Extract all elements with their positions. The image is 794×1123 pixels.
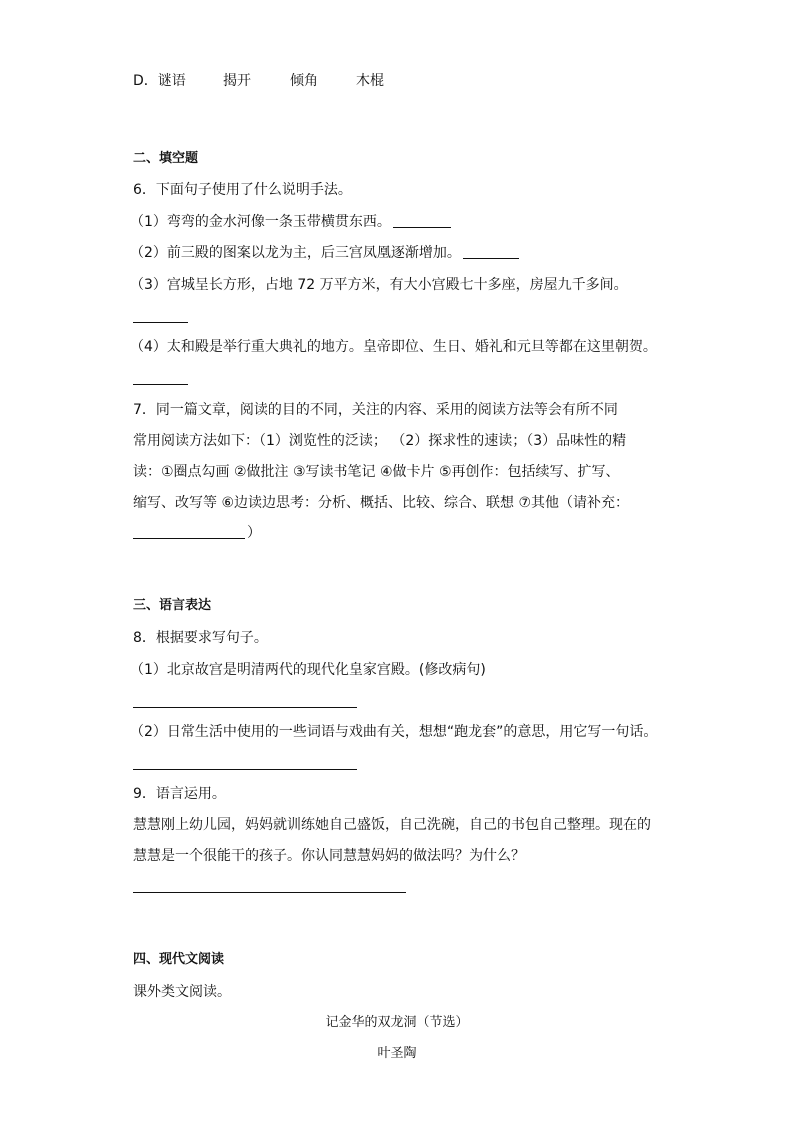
q9-answer-blank[interactable] [133,892,406,893]
q6-answer-3-blank[interactable] [133,322,188,323]
q8-item-2: （2）日常生活中使用的一些词语与戏曲有关，想想“跑龙套”的意思，用它写一句话。 [130,724,658,740]
q9-stem: 9．语言运用。 [133,786,226,802]
section4-intro: 课外类文阅读。 [133,984,231,1000]
q7-line-2: 常用阅读方法如下：（1）浏览性的泛读； （2）探求性的速读；（3）品味性的精 [133,433,627,449]
q6-answer-1-blank[interactable] [393,213,451,228]
q6-stem: 6．下面句子使用了什么说明手法。 [133,182,352,198]
option-d-word-2: 揭开 [223,73,251,89]
q6-item-2 [130,243,519,263]
q7-line-4: 缩写、改写等 ⑥边读边思考：分析、概括、比较、综合、联想 ⑦其他（请补充： [133,495,629,511]
q9-line-1: 慧慧刚上幼儿园，妈妈就训练她自己盛饭，自己洗碗，自己的书包自己整理。现在的 [133,817,651,833]
q6-answer-4-blank[interactable] [133,384,188,385]
q8-stem: 8．根据要求写句子。 [133,630,268,646]
q8-item-1: （1）北京故宫是明清两代的现代化皇家宫殿。(修改病句) [130,662,486,678]
q5-option-d [133,71,384,91]
option-d-word-3: 倾角 [290,73,318,89]
q7-line-1: 7．同一篇文章，阅读的目的不同，关注的内容、采用的阅读方法等会有所不同 [133,402,618,418]
q9-line-2: 慧慧是一个很能干的孩子。你认同慧慧妈妈的做法吗？为什么？ [133,848,525,864]
q7-close-paren: ） [247,525,261,541]
article-title: 记金华的双龙洞（节选） [325,1015,469,1030]
q7-answer-blank[interactable] [133,524,245,539]
q8-answer-2-blank[interactable] [133,769,357,770]
q7-line-3: 读：①圈点勾画 ②做批注 ③写读书笔记 ④做卡片 ⑤再创作：包括续写、扩写、 [133,464,620,480]
section-heading-fill-blank: 二、填空题 [133,151,199,166]
section-heading-language-expression: 三、语言表达 [133,598,212,613]
q6-item-4: （4）太和殿是举行重大典礼的地方。皇帝即位、生日、婚礼和元旦等都在这里朝贺。 [130,339,657,355]
option-d-label: D．谜语 [133,73,186,89]
q8-answer-1-blank[interactable] [133,707,357,708]
q6-item-1-text: （1）弯弯的金水河像一条玉带横贯东西。 [130,214,391,230]
q6-answer-2-blank[interactable] [463,244,519,259]
article-author: 叶圣陶 [377,1046,417,1061]
option-d-word-4: 木棍 [356,73,384,89]
section-heading-modern-reading: 四、现代文阅读 [133,952,225,967]
q6-item-2-text: （2）前三殿的图案以龙为主，后三宫凤凰逐渐增加。 [130,245,461,261]
q7-answer-line [133,523,261,543]
q6-item-1 [130,212,451,232]
q6-item-3: （3）宫城呈长方形，占地 72 万平方米，有大小宫殿七十多座，房屋九千多间。 [130,277,628,293]
